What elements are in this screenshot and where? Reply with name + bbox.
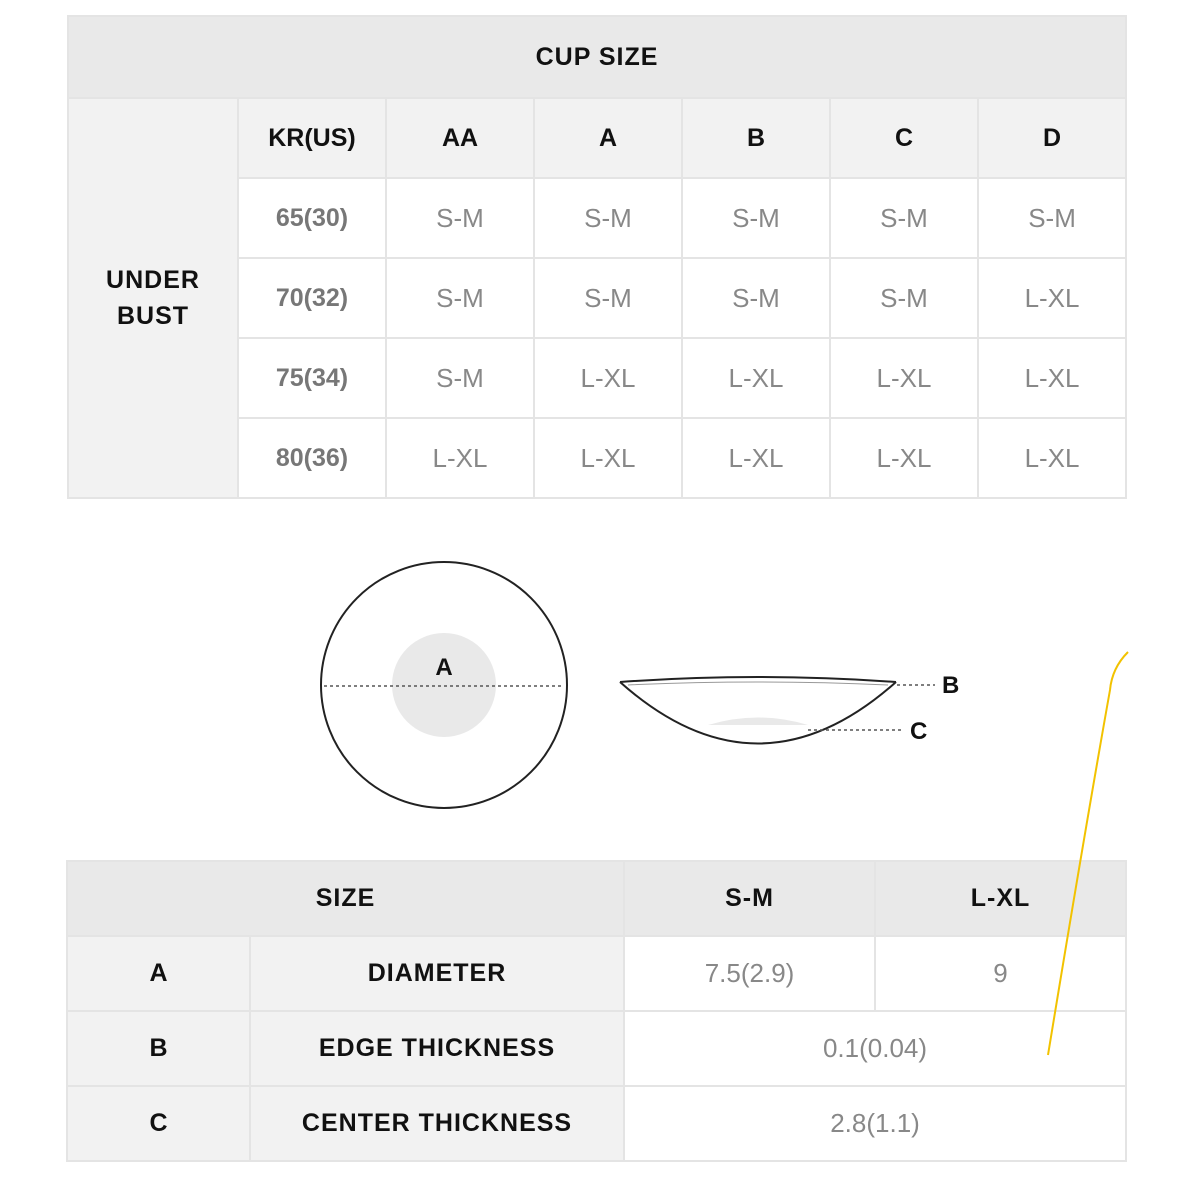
cup-header-c: C [830, 98, 978, 178]
size-cell: S-M [386, 258, 534, 338]
band-size: 75(34) [238, 338, 386, 418]
table-row [67, 1011, 1126, 1086]
cup-rim-line [628, 682, 888, 685]
size-cell: L-XL [978, 258, 1126, 338]
size-cell: L-XL [830, 338, 978, 418]
table-row [67, 936, 1126, 1011]
label-a: A [435, 654, 453, 681]
cup-center-area [392, 633, 496, 737]
table-row [67, 1086, 1126, 1161]
under-bust-line2: BUST [116, 302, 190, 330]
size-cell: L-XL [534, 418, 682, 498]
size-cell: L-XL [682, 418, 830, 498]
band-size: 70(32) [238, 258, 386, 338]
diameter-sm-value: 7.5(2.9) [624, 936, 875, 1011]
band-size-header: KR(US) [238, 98, 386, 178]
size-cell: S-M [830, 178, 978, 258]
cup-header-a: A [534, 98, 682, 178]
row-name: EDGE THICKNESS [250, 1011, 624, 1086]
center-thickness-area [708, 718, 808, 726]
band-size: 80(36) [238, 418, 386, 498]
size-cell: S-M [682, 258, 830, 338]
size-cell: S-M [386, 178, 534, 258]
label-b: B [942, 672, 960, 699]
cup-dimension-diagram [0, 540, 1182, 840]
band-size: 65(30) [238, 178, 386, 258]
size-header: SIZE [67, 861, 624, 936]
size-cell: S-M [830, 258, 978, 338]
size-cell: L-XL [682, 338, 830, 418]
size-cell: L-XL [978, 338, 1126, 418]
size-cell: S-M [534, 258, 682, 338]
cup-top-curve [620, 677, 896, 682]
center-thickness-value: 2.8(1.1) [624, 1086, 1126, 1161]
size-cell: L-XL [978, 418, 1126, 498]
edge-thickness-value: 0.1(0.04) [624, 1011, 1126, 1086]
cup-size-title: CUP SIZE [68, 16, 1126, 98]
size-cell: S-M [978, 178, 1126, 258]
row-name: DIAMETER [250, 936, 624, 1011]
size-cell: L-XL [386, 418, 534, 498]
top-view-illustration [321, 562, 567, 808]
label-c: C [910, 718, 928, 745]
size-dimension-table [66, 860, 1127, 1162]
cup-header-b: B [682, 98, 830, 178]
size-cell: S-M [534, 178, 682, 258]
cup-size-table [67, 15, 1127, 499]
under-bust-label [68, 98, 238, 498]
row-letter: C [67, 1086, 250, 1161]
size-cell: S-M [386, 338, 534, 418]
cup-bottom-curve [620, 682, 896, 744]
cup-header-aa: AA [386, 98, 534, 178]
side-view-illustration [620, 672, 959, 745]
size-cell: L-XL [830, 418, 978, 498]
size-cell: S-M [682, 178, 830, 258]
row-letter: A [67, 936, 250, 1011]
size-header-sm: S-M [624, 861, 875, 936]
row-letter: B [67, 1011, 250, 1086]
row-name: CENTER THICKNESS [250, 1086, 624, 1161]
size-cell: L-XL [534, 338, 682, 418]
cup-header-d: D [978, 98, 1126, 178]
size-header-lxl: L-XL [875, 861, 1126, 936]
under-bust-line1: UNDER [106, 266, 200, 294]
diameter-lxl-value: 9 [875, 936, 1126, 1011]
